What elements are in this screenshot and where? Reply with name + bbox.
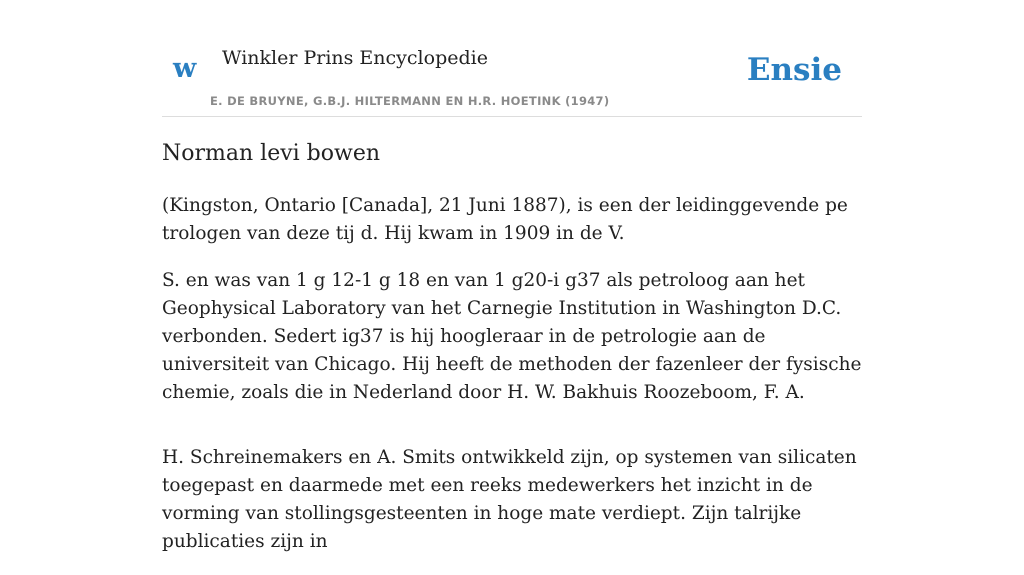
- publication-title[interactable]: Winkler Prins Encyclopedie: [222, 47, 488, 69]
- article-body: [162, 192, 862, 575]
- publication-authors: E. DE BRUYNE, G.B.J. HILTERMANN EN H.R. HOETINK (1947): [210, 94, 610, 108]
- article-paragraph-2: S. en was van 1 g 12-1 g 18 en van 1 g20-i g37 als petroloog aan het Geophysical Laboratory van het Carnegie Institution in Washington D.C. verbonden. Sedert ig37 is hij hoogleraar in de petrologie aan de universiteit van Chicago. Hij heeft de methoden der fazenleer der fysische chemie, zoals die in Nederland door H. W. Bakhuis Roozeboom, F. A.: [162, 270, 862, 403]
- article-title: Norman levi bowen: [162, 141, 381, 166]
- article-paragraph-1: (Kingston, Ontario [Canada], 21 Juni 1887), is een der leidinggevende pe trologen van deze tij d. Hij kwam in 1909 in de V.: [162, 195, 848, 244]
- winkler-prins-logo-icon[interactable]: w: [173, 53, 197, 84]
- article-paragraph-3: H. Schreinemakers en A. Smits ontwikkeld zijn, op systemen van silicaten toegepast en daarmede met een reeks medewerkers het inzicht in de vorming van stollingsgesteenten in hoge mate verdiept. Zijn talrijke publicaties zijn in: [162, 447, 857, 552]
- page: [162, 0, 862, 552]
- site-header: [162, 0, 862, 117]
- ensie-brand-link[interactable]: Ensie: [746, 52, 842, 88]
